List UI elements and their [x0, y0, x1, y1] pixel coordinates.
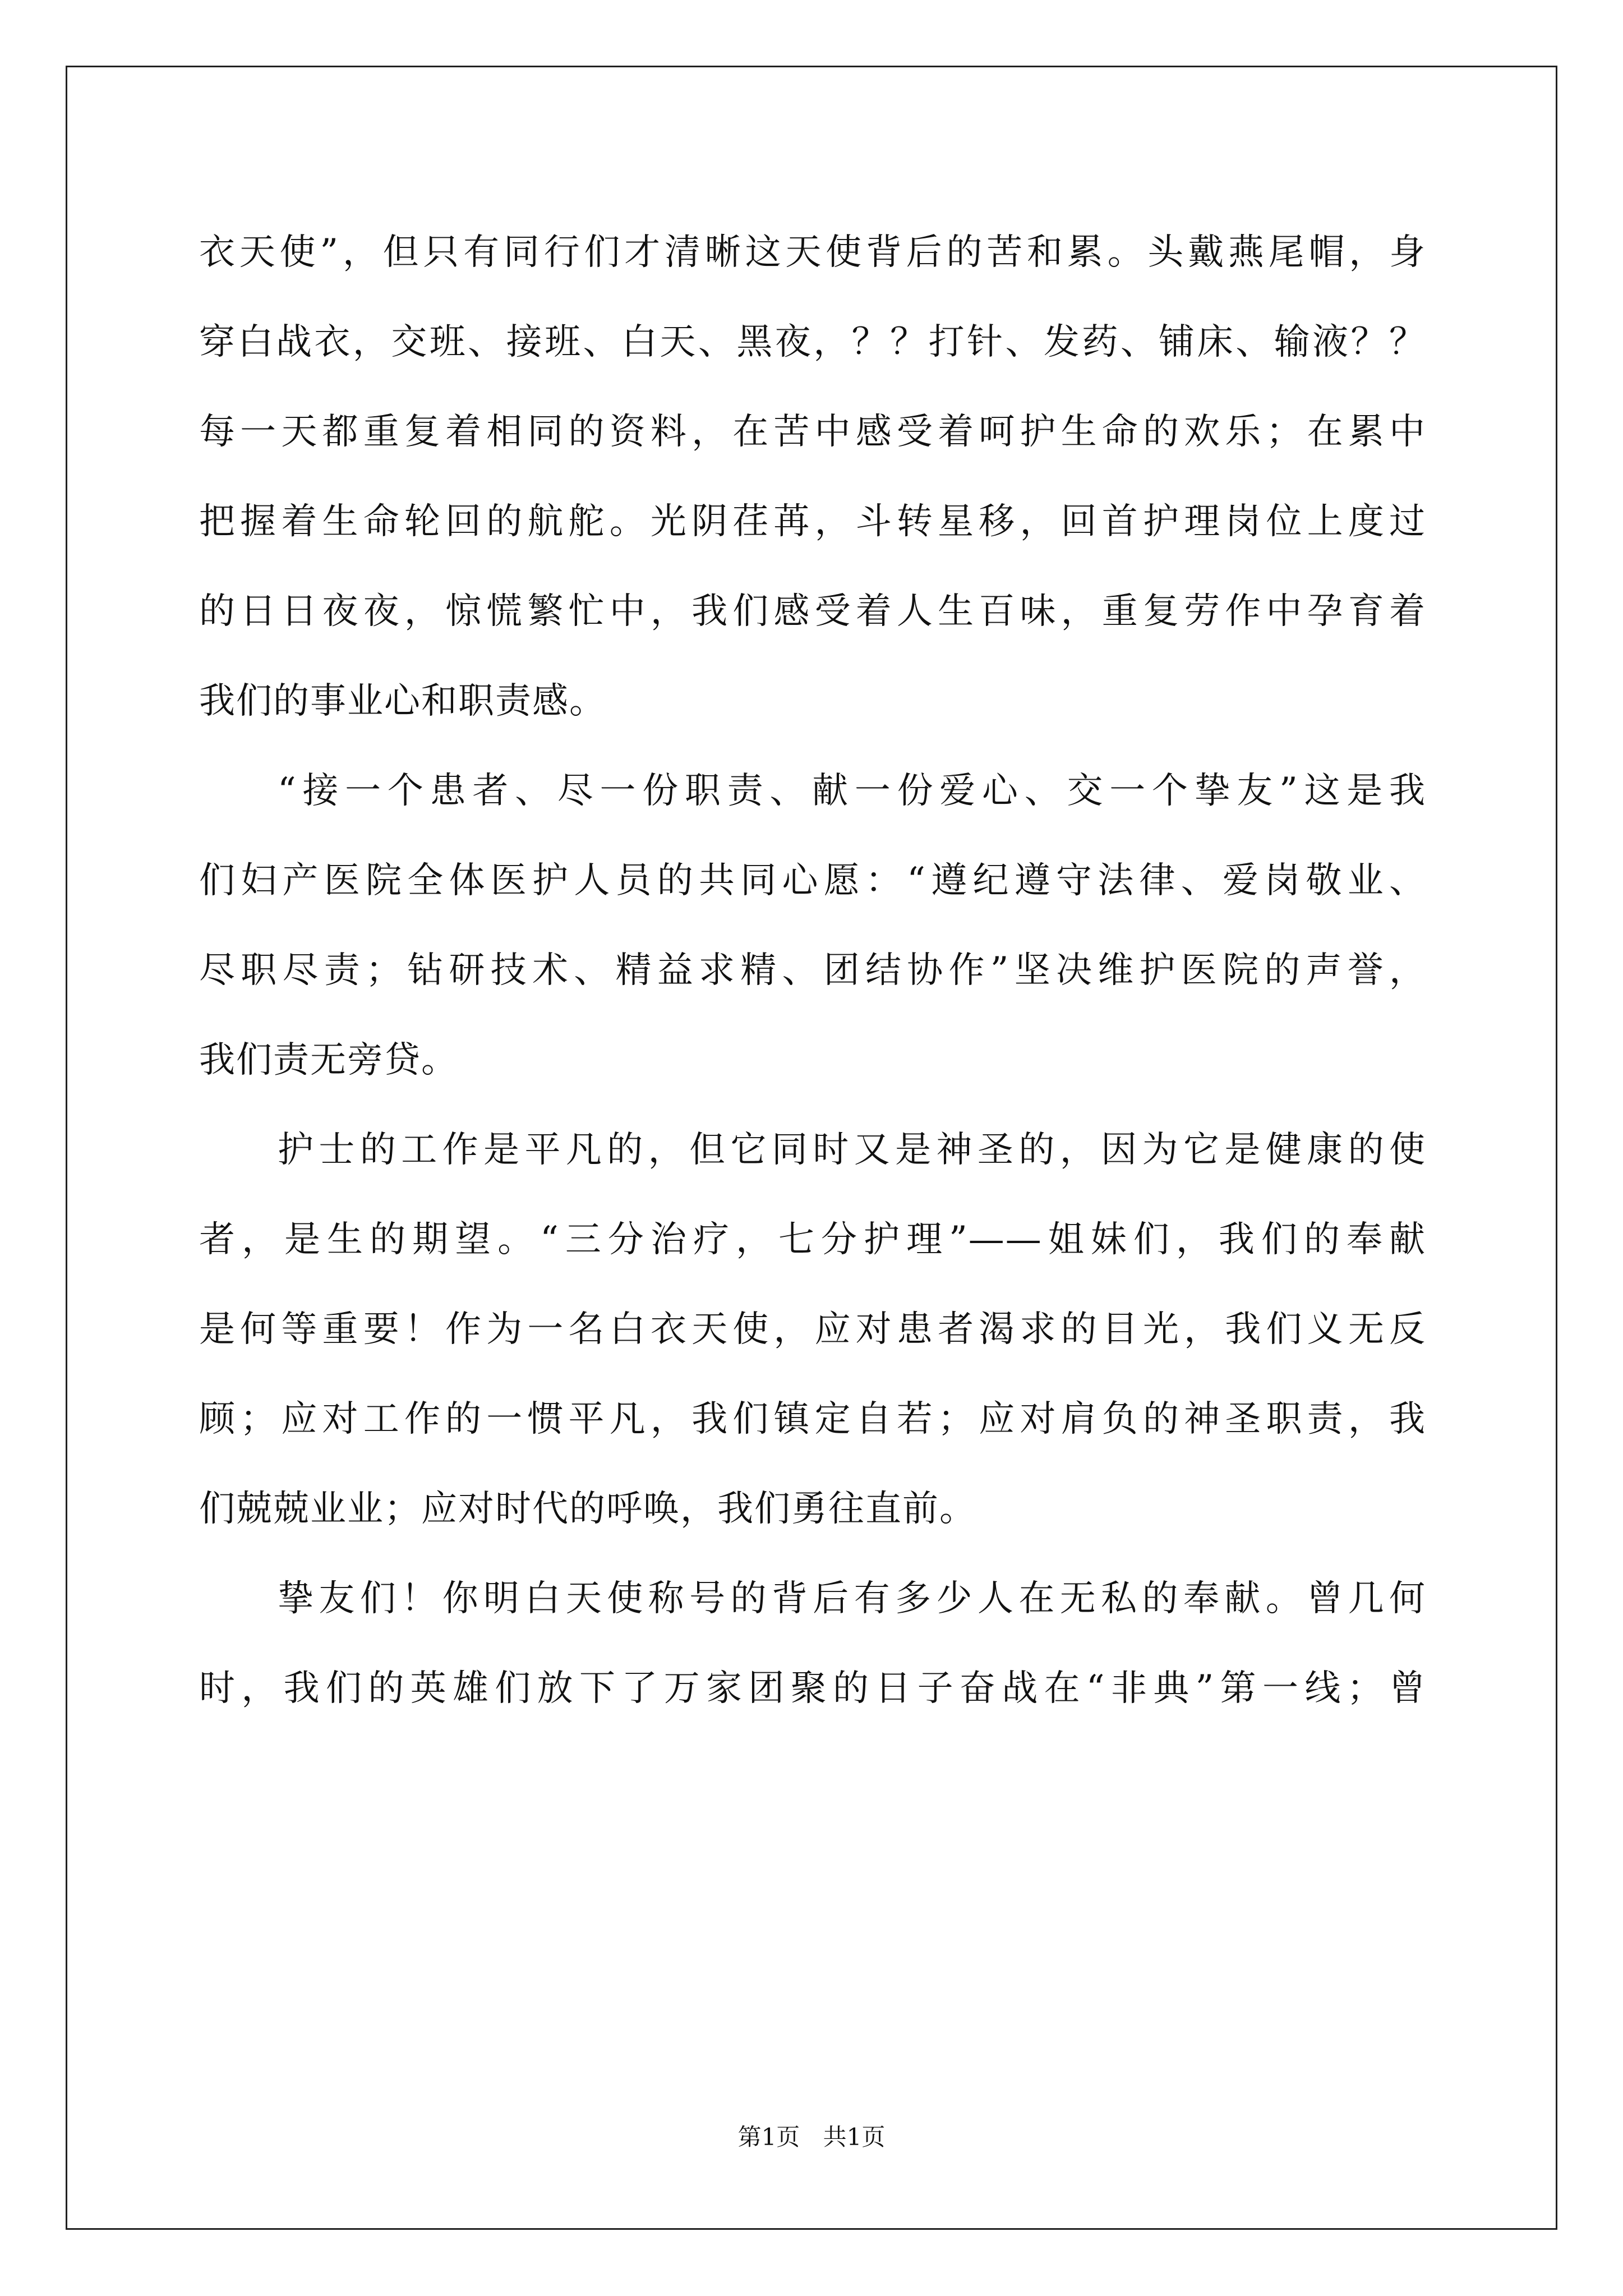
page-number: 第1页 [737, 2123, 800, 2151]
paragraph-start-line: “接一个患者、尽一份职责、献一份爱心、交一个挚友”这是我 [278, 770, 1426, 812]
text-line: 衣天使”，但只有同行们才清晰这天使背后的苦和累。头戴燕尾帽，身 [199, 232, 1426, 273]
text-line: 者，是生的期望。“三分治疗，七分护理”——姐妹们，我们的奉献 [199, 1219, 1426, 1260]
text-line: 尽职尽责；钻研技术、精益求精、团结协作”坚决维护医院的声誉， [199, 950, 1426, 991]
text-line: 顾；应对工作的一惯平凡，我们镇定自若；应对肩负的神圣职责，我 [199, 1398, 1426, 1440]
text-line: 们兢兢业业；应对时代的呼唤，我们勇往直前。 [199, 1488, 976, 1530]
paragraph-start-line: 挚友们！你明白天使称号的背后有多少人在无私的奉献。曾几何 [278, 1578, 1426, 1619]
document-body [199, 208, 1426, 1733]
text-line: 我们的事业心和职责感。 [199, 680, 606, 722]
text-line: 每一天都重复着相同的资料，在苦中感受着呵护生命的欢乐；在累中 [199, 411, 1426, 453]
page-total: 共1页 [823, 2123, 886, 2151]
text-line: 穿白战衣，交班、接班、白天、黑夜，？？打针、发药、铺床、输液？？ [199, 321, 1426, 363]
text-line: 我们责无旁贷。 [199, 1039, 458, 1081]
text-line: 们妇产医院全体医护人员的共同心愿：“遵纪遵守法律、爱岗敬业、 [199, 860, 1426, 901]
paragraph-start-line: 护士的工作是平凡的，但它同时又是神圣的，因为它是健康的使 [278, 1129, 1426, 1171]
text-line: 的日日夜夜，惊慌繁忙中，我们感受着人生百味，重复劳作中孕育着 [199, 591, 1426, 632]
text-line: 时，我们的英雄们放下了万家团聚的日子奋战在“非典”第一线；曾 [199, 1668, 1426, 1709]
page-footer [0, 2120, 1623, 2154]
text-line: 是何等重要！作为一名白衣天使，应对患者渴求的目光，我们义无反 [199, 1309, 1426, 1350]
text-line: 把握着生命轮回的航舵。光阴荏苒，斗转星移，回首护理岗位上度过 [199, 501, 1426, 542]
